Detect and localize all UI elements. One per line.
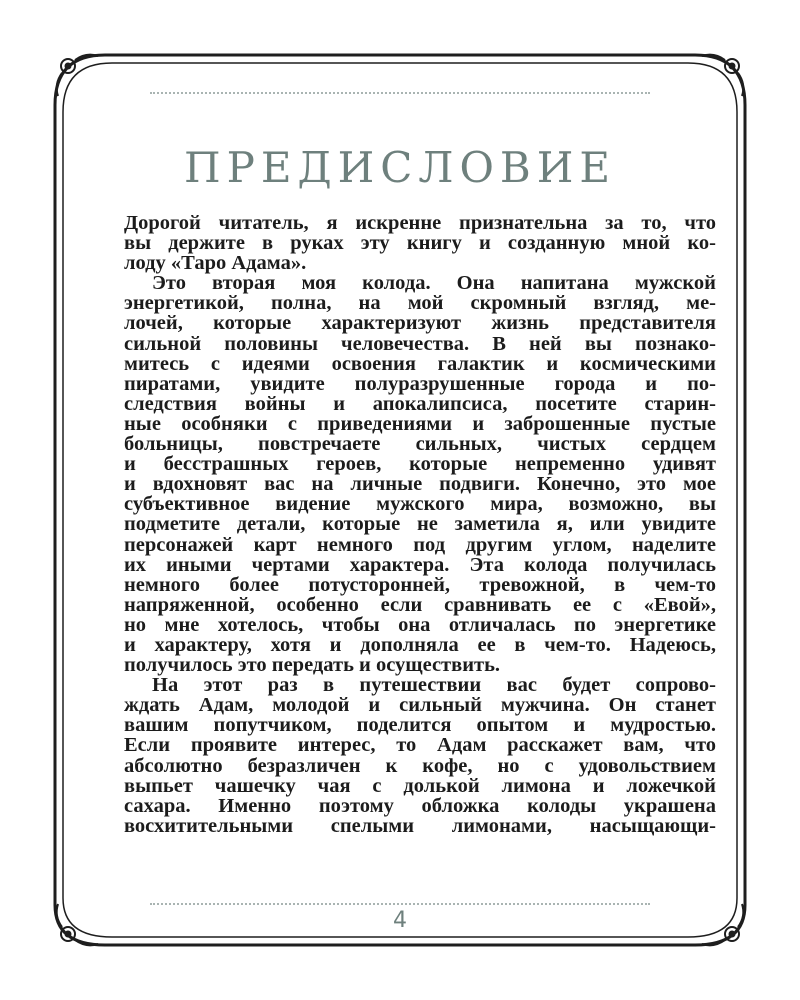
page-number: 4 bbox=[393, 908, 407, 933]
text-line: сильной половины человечества. В ней вы познако- bbox=[124, 332, 716, 355]
top-dotted-rule bbox=[150, 92, 650, 94]
bottom-dotted-rule bbox=[150, 903, 650, 905]
text-line: персонажей карт немного под другим углом, наделите bbox=[124, 533, 716, 556]
text-line: вашим попутчиком, поделится опытом и мудростью. bbox=[124, 714, 716, 737]
text-line: энергетикой, полна, на мой скромный взгляд, ме- bbox=[124, 292, 716, 315]
text-line: получилось это передать и осуществить. bbox=[124, 654, 501, 677]
text-line: сахара. Именно поэтому обложка колоды украшена bbox=[124, 794, 716, 817]
text-line: немного более потусторонней, тревожной, в чем-то bbox=[124, 573, 716, 596]
text-line: и характеру, хотя и дополняла ее в чем-то. Надеюсь, bbox=[124, 633, 716, 656]
text-line: следствия войны и апокалипсиса, посетите старин- bbox=[124, 392, 716, 415]
text-line: подметите детали, которые не заметила я, или увидите bbox=[124, 513, 716, 536]
text-line: Дорогой читатель, я искренне признательна за то, что bbox=[124, 212, 716, 234]
text-line: На этот раз в путешествии вас будет сопрово- bbox=[152, 674, 716, 697]
text-line: абсолютно безразличен к кофе, но с удовольствием bbox=[124, 754, 716, 777]
text-line: выпьет чашечку чая с долькой лимона и ложечкой bbox=[124, 774, 716, 797]
text-line: и бесстрашных героев, которые непременно удивят bbox=[124, 453, 716, 476]
text-line: митесь с идеями освоения галактик и космическими bbox=[124, 352, 716, 375]
text-line: ждать Адам, молодой и сильный мужчина. Он станет bbox=[124, 694, 716, 717]
page-title: ПРЕДИСЛОВИЕ bbox=[183, 143, 617, 192]
text-line: ные особняки с приведениями и заброшенные пустые bbox=[124, 412, 716, 435]
text-line: больницы, повстречаете сильных, чистых сердцем bbox=[124, 433, 716, 456]
text-line: но мне хотелось, чтобы она отличалась по энергетике bbox=[124, 613, 716, 636]
text-line: лочей, которые характеризуют жизнь представителя bbox=[124, 312, 716, 335]
text-line: напряженной, особенно если сравнивать ее с «Евой», bbox=[124, 593, 716, 616]
text-line: их иными чертами характера. Эта колода получилась bbox=[124, 553, 716, 576]
text-line: Если проявите интерес, то Адам расскажет вам, что bbox=[124, 734, 716, 757]
text-line: и вдохновят вас на личные подвиги. Конечно, это мое bbox=[124, 473, 716, 496]
text-line: вы держите в руках эту книгу и созданную мной ко- bbox=[124, 232, 716, 255]
text-line: восхитительными спелыми лимонами, насыщающи- bbox=[124, 814, 716, 837]
text-line: субъективное видение мужского мира, возможно, вы bbox=[124, 493, 716, 516]
body-text bbox=[124, 213, 716, 836]
text-line: лоду «Таро Адама». bbox=[124, 252, 307, 275]
text-line: Это вторая моя колода. Она напитана мужской bbox=[152, 272, 716, 295]
text-line: пиратами, увидите полуразрушенные города и по- bbox=[124, 372, 716, 395]
